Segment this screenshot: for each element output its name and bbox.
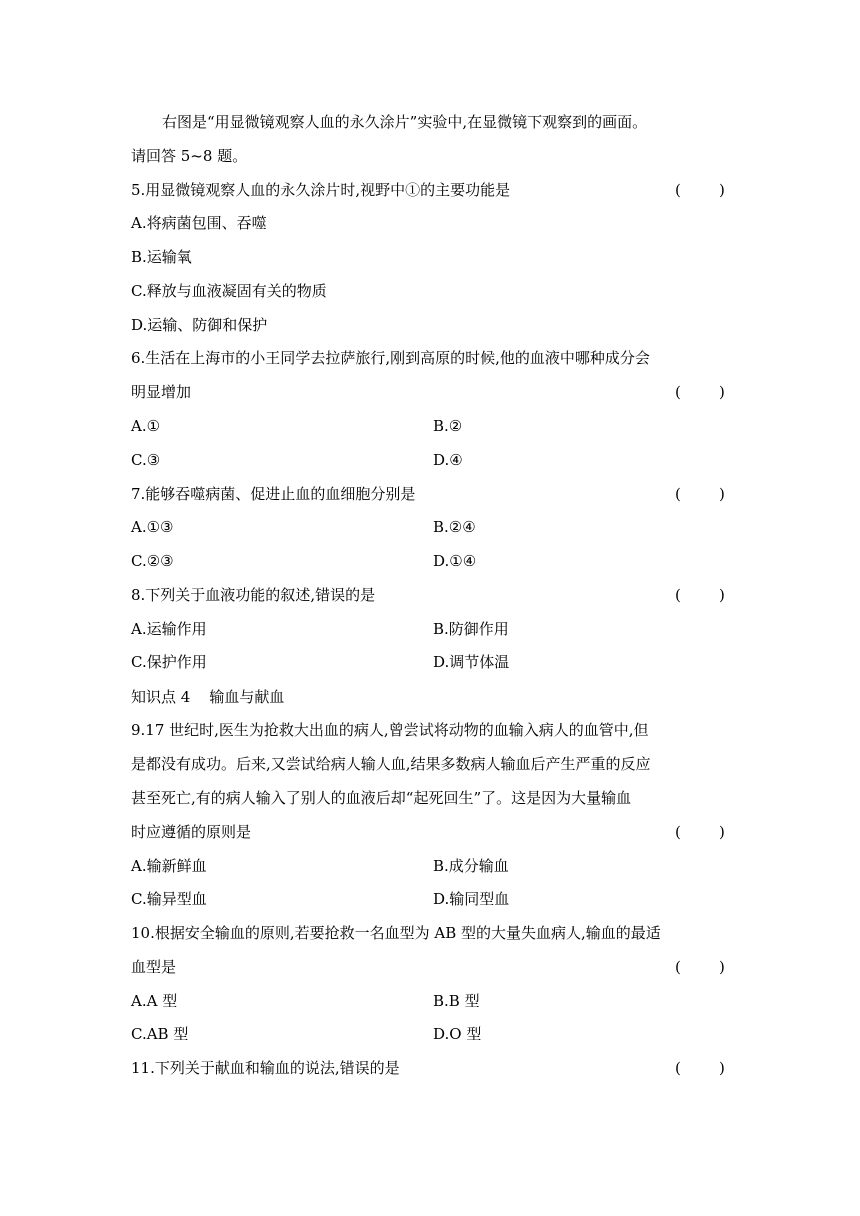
q8-option-c: C.保护作用: [131, 653, 207, 671]
question-9-stem-line-4: 时应遵循的原则是: [131, 823, 252, 841]
question-7-stem: 7.能够吞噬病菌、促进止血的血细胞分别是: [131, 485, 416, 503]
question-11-stem: 11.下列关于献血和输血的说法,错误的是: [131, 1059, 400, 1077]
question-9-stem-line-2: 是都没有成功。后来,又尝试给病人输人血,结果多数病人输血后产生严重的反应: [131, 755, 651, 773]
question-10-stem-line-2: 血型是: [131, 958, 177, 976]
q7-option-d: D.①④: [433, 552, 477, 570]
answer-bracket-q10: ( ): [675, 958, 725, 976]
q7-option-b: B.②④: [433, 518, 476, 536]
q5-option-a: A.将病菌包围、吞噬: [131, 214, 267, 232]
q10-option-c: C.AB 型: [131, 1025, 189, 1043]
question-10-stem-line-1: 10.根据安全输血的原则,若要抢救一名血型为 AB 型的大量失血病人,输血的最适: [131, 924, 661, 942]
question-5-stem: 5.用显微镜观察人血的永久涂片时,视野中①的主要功能是: [131, 181, 511, 199]
intro-line-2: 请回答 5~8 题。: [131, 147, 248, 165]
q7-option-c: C.②③: [131, 552, 174, 570]
answer-bracket-q9: ( ): [675, 823, 725, 841]
section-heading: 知识点 4 输血与献血: [131, 688, 285, 706]
q9-option-d: D.输同型血: [433, 890, 510, 908]
q8-option-b: B.防御作用: [433, 620, 509, 638]
question-6-stem-line-2: 明显增加: [131, 383, 192, 401]
q6-option-c: C.③: [131, 451, 161, 469]
q6-option-a: A.①: [131, 417, 161, 435]
q10-option-b: B.B 型: [433, 992, 480, 1010]
q9-option-c: C.输异型血: [131, 890, 207, 908]
answer-bracket-q7: ( ): [675, 485, 725, 503]
q5-option-c: C.释放与血液凝固有关的物质: [131, 282, 327, 300]
q7-option-a: A.①③: [131, 518, 174, 536]
q6-option-b: B.②: [433, 417, 463, 435]
q10-option-d: D.O 型: [433, 1025, 482, 1043]
answer-bracket-q6: ( ): [675, 383, 725, 401]
question-6-stem-line-1: 6.生活在上海市的小王同学去拉萨旅行,刚到高原的时候,他的血液中哪种成分会: [131, 349, 650, 367]
answer-bracket-q8: ( ): [675, 586, 725, 604]
answer-bracket-q11: ( ): [675, 1059, 725, 1077]
q8-option-d: D.调节体温: [433, 653, 510, 671]
q6-option-d: D.④: [433, 451, 463, 469]
q10-option-a: A.A 型: [131, 992, 178, 1010]
intro-line-1: 右图是“用显微镜观察人血的永久涂片”实验中,在显微镜下观察到的画面。: [162, 113, 648, 131]
question-8-stem: 8.下列关于血液功能的叙述,错误的是: [131, 586, 376, 604]
answer-bracket-q5: ( ): [675, 181, 725, 199]
question-9-stem-line-3: 甚至死亡,有的病人输入了别人的血液后却“起死回生”了。这是因为大量输血: [131, 789, 632, 807]
q5-option-d: D.运输、防御和保护: [131, 316, 268, 334]
q9-option-b: B.成分输血: [433, 857, 509, 875]
q8-option-a: A.运输作用: [131, 620, 207, 638]
q9-option-a: A.输新鲜血: [131, 857, 207, 875]
q5-option-b: B.运输氧: [131, 248, 192, 266]
question-9-stem-line-1: 9.17 世纪时,医生为抢救大出血的病人,曾尝试将动物的血输入病人的血管中,但: [131, 721, 649, 739]
